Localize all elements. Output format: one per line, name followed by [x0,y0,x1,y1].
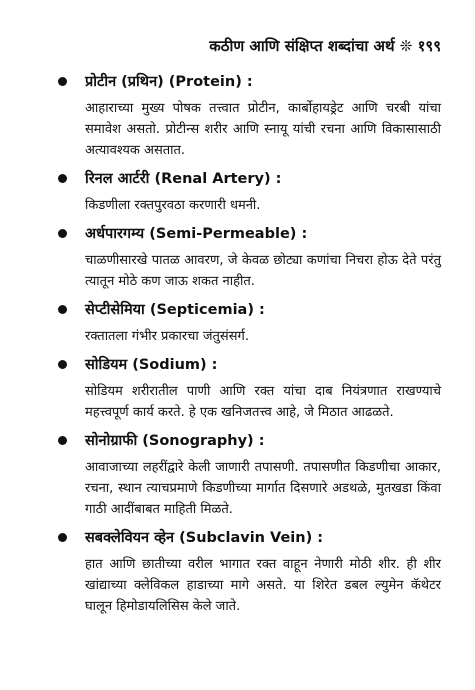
term-definition: चाळणीसारखे पातळ आवरण, जे केवळ छोट्या कणांचा निचरा होऊ देते परंतु त्यातून मोठे कण जाऊ शकत नाहीत. [85,253,441,289]
term-definition: आहाराच्या मुख्य पोषक तत्त्वात प्रोटीन, कार्बोहायड्रेट आणि चरबी यांचा समावेश असतो. प्रोटीन्स शरीर आणि स्नायू यांची रचना आणि विकासासाठी अत्यावश्यक असतात. [85,101,441,158]
glossary-entry [58,70,441,161]
bullet-icon [58,533,67,542]
glossary-entry [58,526,441,617]
term-row [58,222,441,244]
glossary-entry [58,298,441,347]
bullet-icon [58,229,67,238]
bullet-icon [58,305,67,314]
term-title: सोडियम (Sodium) : [85,357,218,373]
term-definition: आवाजाच्या लहरींद्वारे केली जाणारी तपासणी. तपासणीत किडणीचा आकार, रचना, स्थान त्याचप्रमाणे किडणीच्या मार्गात दिसणारे अडथळे, मुतखडा किंवा गाठी आदींबाबत माहिती मिळते. [85,460,441,517]
term-definition: रक्तातला गंभीर प्रकारचा जंतुसंसर्ग. [85,329,249,344]
glossary-entry [58,429,441,520]
term-row [58,353,441,375]
running-head: कठीण आणि संक्षिप्त शब्दांचा अर्थ ❊ १९९ [209,37,441,55]
bullet-icon [58,174,67,183]
term-row [58,167,441,189]
term-title: सोनोग्राफी (Sonography) : [85,433,265,449]
term-title: प्रोटीन (प्रथिन) (Protein) : [85,74,253,90]
bullet-icon [58,436,67,445]
bullet-icon [58,360,67,369]
term-title: सेप्टीसेमिया (Septicemia) : [85,302,265,318]
term-definition: किडणीला रक्तपुरवठा करणारी धमनी. [85,198,261,213]
term-title: सबक्लेवियन व्हेन (Subclavin Vein) : [85,530,324,546]
term-definition: हात आणि छातीच्या वरील भागात रक्त वाहून नेणारी मोठी शीर. ही शीर खांद्याच्या क्लेविकल हाडाच्या मागे असते. या शिरेत डबल ल्युमेन कॅथेटर घालून हिमोडायलिसिस केले जाते. [85,557,441,614]
term-row [58,70,441,92]
term-row [58,298,441,320]
glossary-entry [58,222,441,292]
term-row [58,526,441,548]
bullet-icon [58,77,67,86]
term-title: रिनल आर्टरी (Renal Artery) : [85,171,282,187]
term-definition: सोडियम शरीरातील पाणी आणि रक्त यांचा दाब नियंत्रणात राखण्याचे महत्त्वपूर्ण कार्य करते. हे एक खनिजतत्त्व आहे, जे मिठात आढळते. [85,384,441,420]
term-row [58,429,441,451]
glossary-entry [58,353,441,423]
glossary-entry [58,167,441,216]
term-title: अर्धपारगम्य (Semi-Permeable) : [85,226,308,242]
